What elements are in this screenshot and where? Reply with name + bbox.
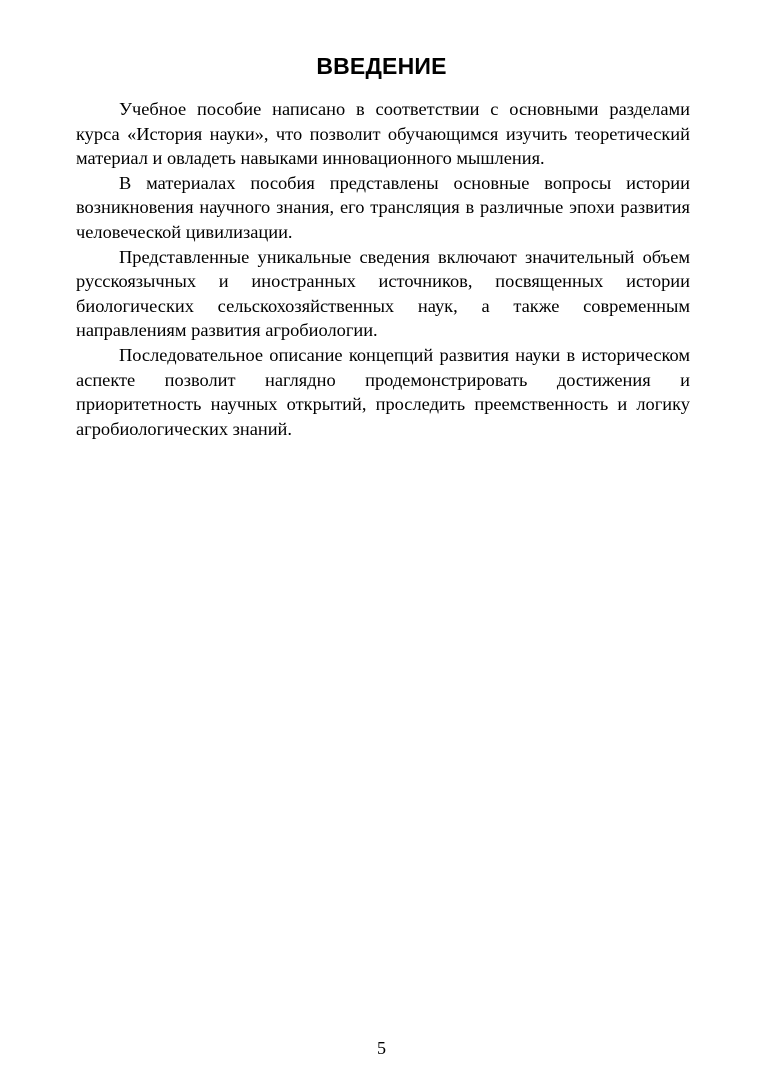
body-text [76, 97, 690, 441]
page-title: ВВЕДЕНИЕ [316, 53, 447, 79]
paragraph-3: Представленные уникальные сведения включают значительный объем русскоязычных и иностранных источников, посвященных истории биологических сельскохозяйственных наук, а также современным направлениям развития агробиологии. [76, 246, 690, 341]
paragraph-1: Учебное пособие написано в соответствии с основными разделами курса «История науки», что позволит обучающимся изучить теоретический материал и овладеть навыками инновационного мышления. [76, 99, 690, 169]
paragraph-4: Последовательное описание концепций развития науки в историческом аспекте позволит наглядно продемонстрировать достижения и приоритетность научных открытий, проследить преемственность и логику агробиологических знаний. [76, 344, 690, 439]
page-number: 5 [377, 1038, 386, 1058]
paragraph-2: В материалах пособия представлены основные вопросы истории возникновения научного знания, его трансляция в различные эпохи развития человеческой цивилизации. [76, 172, 690, 242]
